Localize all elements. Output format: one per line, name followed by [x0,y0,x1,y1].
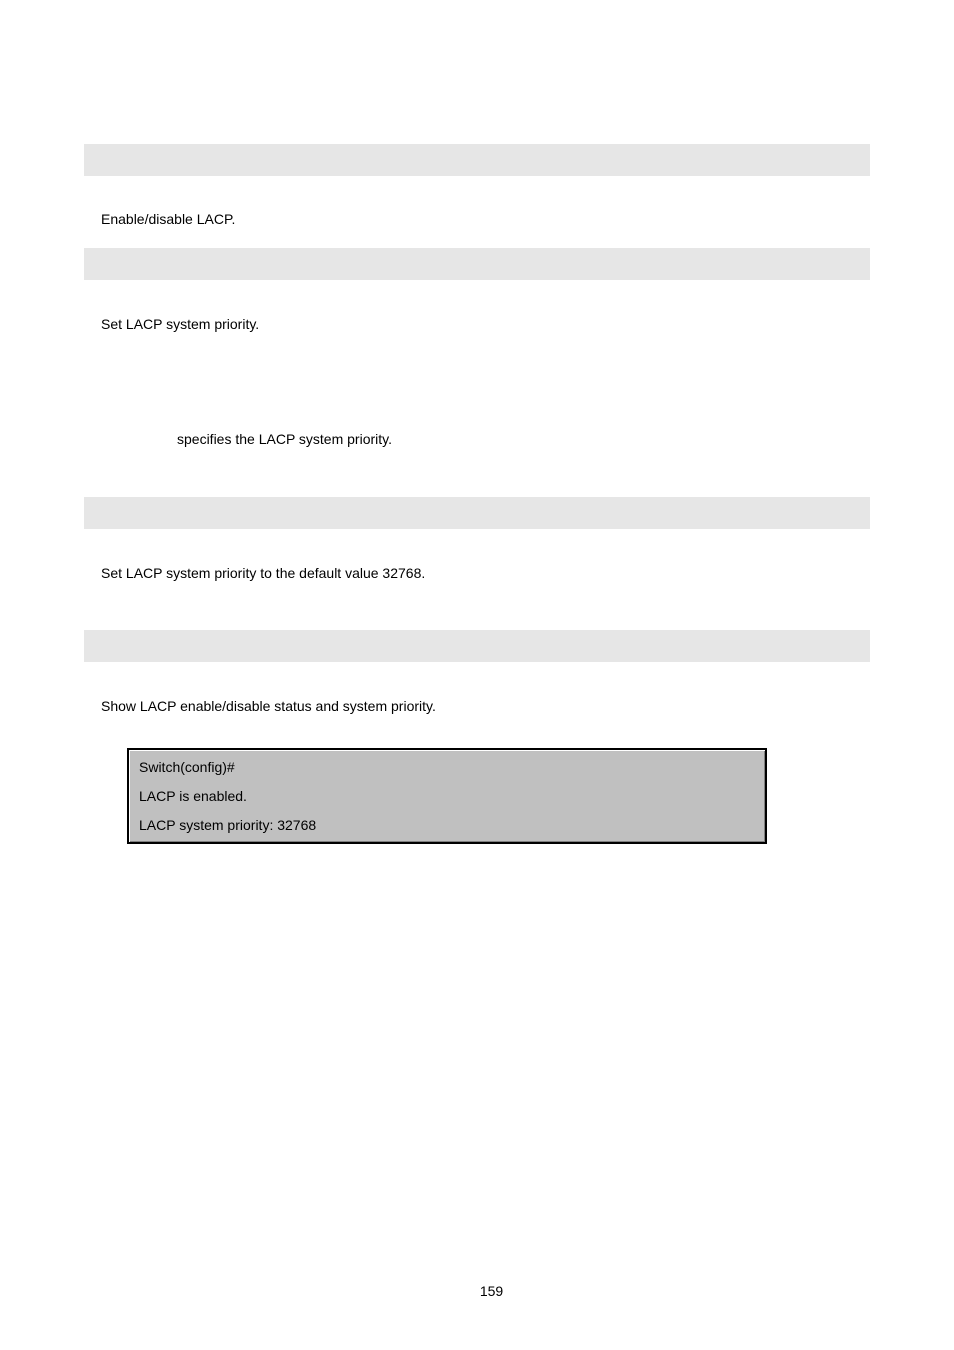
section-2-description: Set LACP system priority. [101,316,260,332]
section-4-description: Show LACP enable/disable status and system priority. [101,698,436,714]
example-output-line-2: LACP is enabled. [139,788,247,804]
command-header-band-1 [84,144,870,176]
command-header-band-3 [84,497,870,529]
section-3-description: Set LACP system priority to the default value 32768. [101,565,426,581]
example-output-box [127,748,767,844]
command-header-band-4 [84,630,870,662]
example-output-line-1: Switch(config)# [139,759,235,775]
command-header-band-2 [84,248,870,280]
example-output-line-3: LACP system priority: 32768 [139,817,317,833]
section-2-parameter-text: specifies the LACP system priority. [177,431,393,447]
section-1-description: Enable/disable LACP. [101,211,236,227]
page-number: 159 [479,1283,504,1299]
